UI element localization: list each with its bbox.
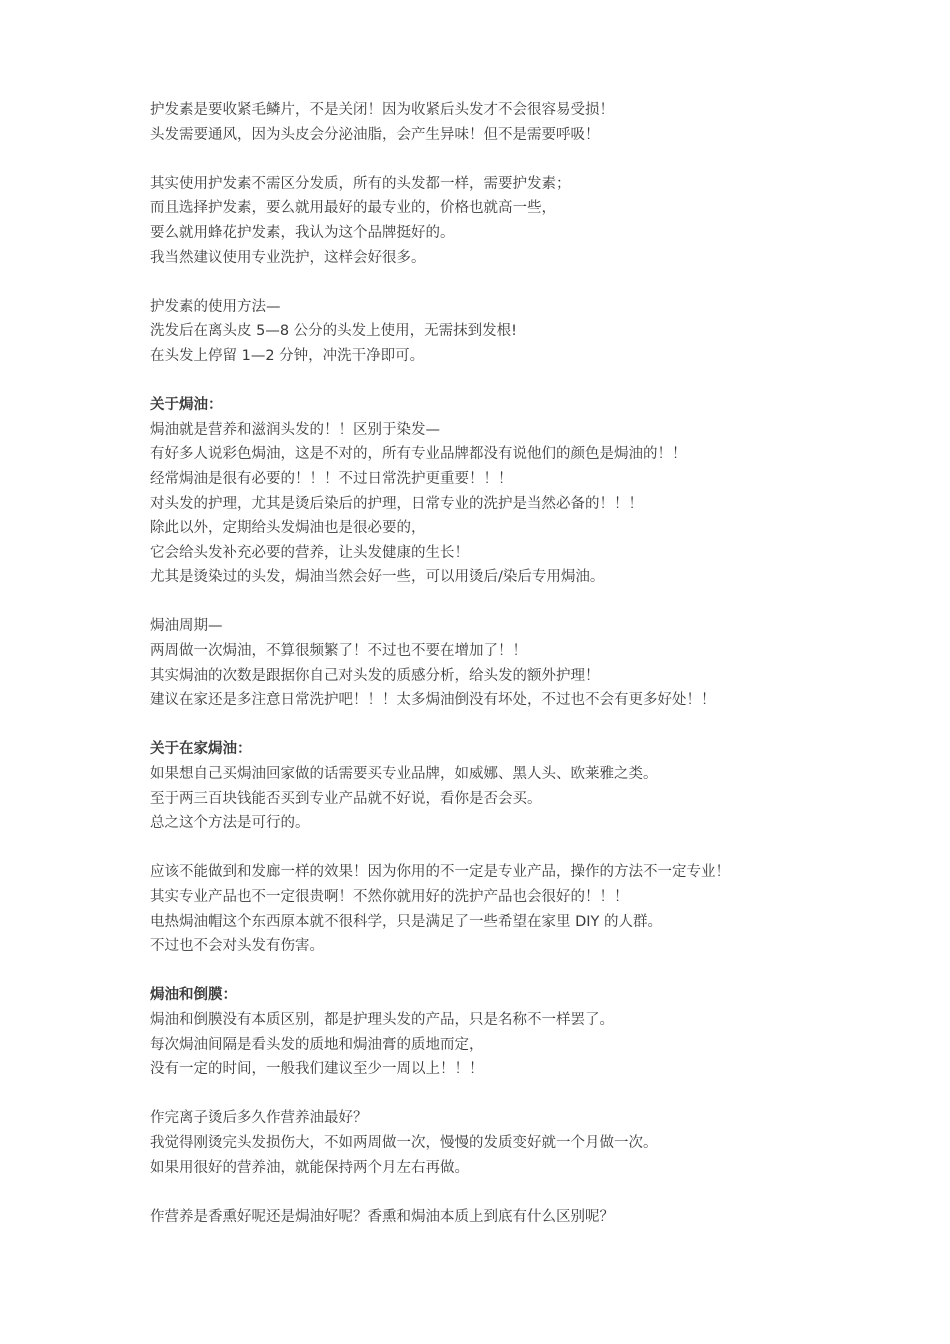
text-line: 两周做一次焗油，不算很频繁了！不过也不要在增加了！！ bbox=[150, 643, 527, 660]
text-line: 至于两三百块钱能否买到专业产品就不好说，看你是否会买。 bbox=[150, 790, 542, 807]
text-line: 而且选择护发素，要么就用最好的最专业的，价格也就高一些， bbox=[150, 200, 556, 217]
paragraph-gap bbox=[150, 270, 930, 295]
text-line: 对头发的护理，尤其是烫后染后的护理，日常专业的洗护是当然必备的！！！ bbox=[150, 495, 643, 512]
section bbox=[150, 393, 930, 590]
text-line: 尤其是烫染过的头发，焗油当然会好一些，可以用烫后/染后专用焗油。 bbox=[150, 569, 605, 586]
text-line: 电热焗油帽这个东西原本就不很科学，只是满足了一些希望在家里 DIY 的人群。 bbox=[150, 913, 663, 930]
text-line: 我觉得刚烫完头发损伤大，不如两周做一次，慢慢的发质变好就一个月做一次。 bbox=[150, 1134, 658, 1151]
paragraph-gap bbox=[150, 147, 930, 172]
text-line: 每次焗油间隔是看头发的质地和焗油膏的质地而定， bbox=[150, 1036, 484, 1053]
paragraph-gap bbox=[150, 959, 930, 984]
document-body bbox=[150, 98, 930, 1229]
text-line: 头发需要通风，因为头皮会分泌油脂，会产生异味！但不是需要呼吸！ bbox=[150, 126, 600, 143]
paragraph bbox=[150, 1205, 930, 1230]
paragraph bbox=[150, 98, 930, 147]
paragraph bbox=[150, 1106, 930, 1180]
text-line: 在头发上停留 1—2 分钟，冲洗干净即可。 bbox=[150, 347, 425, 364]
paragraph-gap bbox=[150, 369, 930, 394]
text-line: 护发素的使用方法— bbox=[150, 298, 281, 315]
text-line: 它会给头发补充必要的营养，让头发健康的生长！ bbox=[150, 544, 469, 561]
text-line: 如果想自己买焗油回家做的话需要买专业品牌，如威娜、黑人头、欧莱雅之类。 bbox=[150, 766, 658, 783]
section-heading: 关于在家焗油： bbox=[150, 741, 252, 758]
paragraph-gap bbox=[150, 590, 930, 615]
text-line: 其实专业产品也不一定很贵啊！不然你就用好的洗护产品也会很好的！！！ bbox=[150, 889, 629, 905]
text-line: 经常焗油是很有必要的！！！不过日常洗护更重要！！！ bbox=[150, 470, 513, 487]
text-line: 如果用很好的营养油，就能保持两个月左右再做。 bbox=[150, 1159, 469, 1176]
text-line: 要么就用蜂花护发素，我认为这个品牌挺好的。 bbox=[150, 224, 455, 241]
text-line: 洗发后在离头皮 5—8 公分的头发上使用，无需抹到发根! bbox=[150, 323, 517, 340]
text-line: 作营养是香熏好呢还是焗油好呢？香熏和焗油本质上到底有什么区别呢？ bbox=[150, 1208, 614, 1225]
section bbox=[150, 737, 930, 835]
text-line: 没有一定的时间，一般我们建议至少一周以上！！！ bbox=[150, 1061, 484, 1078]
text-line: 应该不能做到和发廊一样的效果！因为你用的不一定是专业产品，操作的方法不一定专业！ bbox=[150, 864, 730, 881]
section bbox=[150, 983, 930, 1081]
paragraph-gap bbox=[150, 1082, 930, 1107]
section-heading: 关于焗油： bbox=[150, 397, 223, 414]
text-line: 不过也不会对头发有伤害。 bbox=[150, 938, 324, 955]
text-line: 有好多人说彩色焗油，这是不对的，所有专业品牌都没有说他们的颜色是焗油的！！ bbox=[150, 446, 687, 463]
paragraph bbox=[150, 614, 930, 712]
text-line: 我当然建议使用专业洗护，这样会好很多。 bbox=[150, 249, 426, 266]
paragraph-gap bbox=[150, 836, 930, 861]
paragraph-gap bbox=[150, 1180, 930, 1205]
paragraph-gap bbox=[150, 713, 930, 738]
section-heading: 焗油和倒膜： bbox=[150, 987, 237, 1004]
text-line: 其实使用护发素不需区分发质，所有的头发都一样，需要护发素； bbox=[150, 175, 571, 192]
text-line: 焗油和倒膜没有本质区别，都是护理头发的产品，只是名称不一样罢了。 bbox=[150, 1011, 614, 1028]
text-line: 护发素是要收紧毛鳞片，不是关闭！因为收紧后头发才不会很容易受损！ bbox=[150, 102, 614, 118]
text-line: 作完离子烫后多久作营养油最好？ bbox=[150, 1110, 368, 1127]
text-line: 总之这个方法是可行的。 bbox=[150, 815, 310, 832]
text-line: 其实焗油的次数是跟据你自己对头发的质感分析，给头发的额外护理！ bbox=[150, 667, 600, 684]
paragraph bbox=[150, 860, 930, 958]
text-line: 焗油周期— bbox=[150, 618, 223, 635]
text-line: 焗油就是营养和滋润头发的！！区别于染发— bbox=[150, 421, 440, 438]
paragraph bbox=[150, 172, 930, 270]
text-line: 除此以外，定期给头发焗油也是很必要的， bbox=[150, 520, 426, 537]
text-line: 建议在家还是多注意日常洗护吧！！！太多焗油倒没有坏处，不过也不会有更多好处！！ bbox=[150, 692, 716, 709]
paragraph bbox=[150, 295, 930, 369]
